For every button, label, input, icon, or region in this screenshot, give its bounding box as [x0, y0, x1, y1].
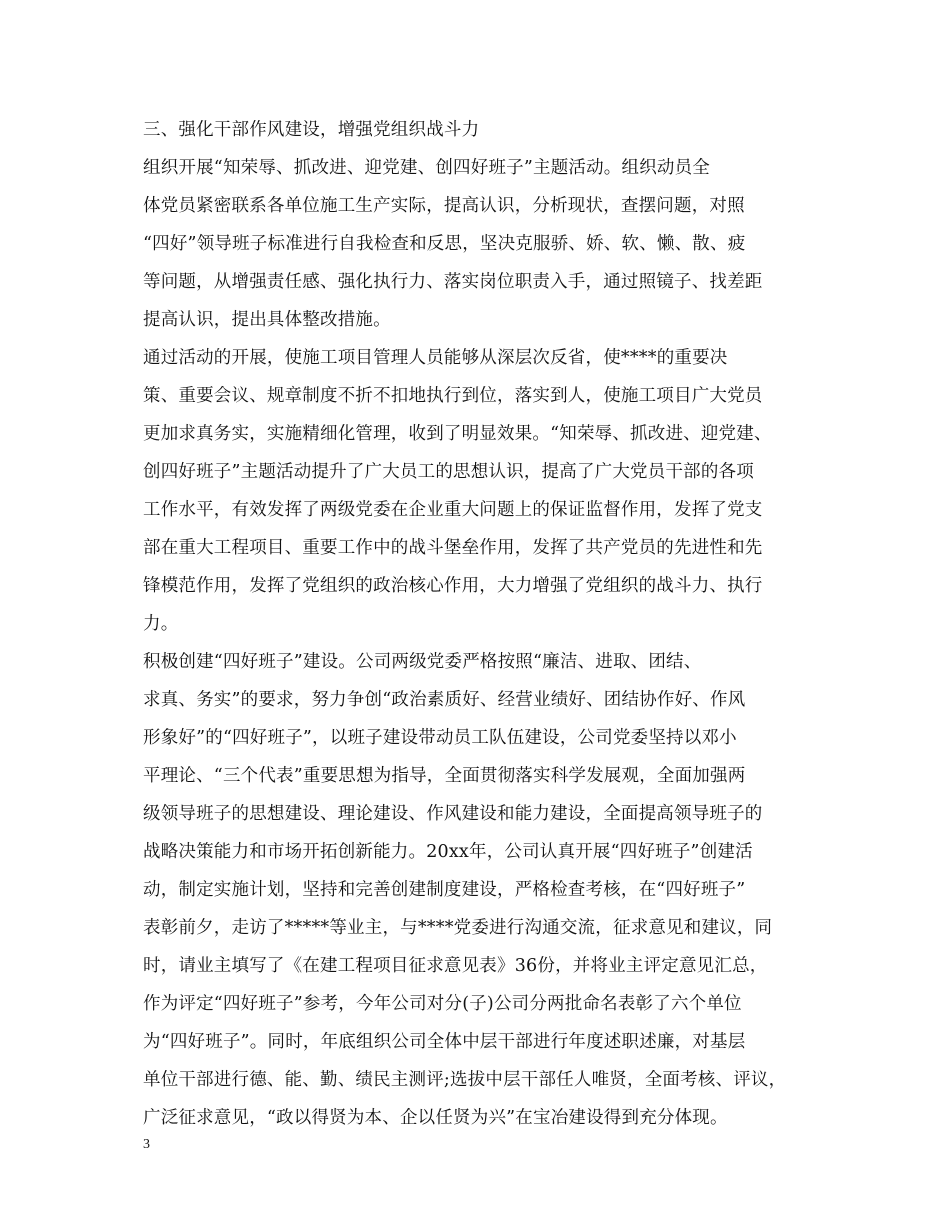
- body-text-line: 为“四好班子”。同时，年底组织公司全体中层干部进行年度述职述廉，对基层: [143, 1032, 746, 1052]
- body-text-line: 求真、务实”的要求，努力争创“政治素质好、经营业绩好、团结协作好、作风: [143, 690, 746, 710]
- body-text-line: 体党员紧密联系各单位施工生产实际，提高认识，分析现状，查摆问题，对照: [143, 196, 745, 216]
- body-text-line: 平理论、“三个代表”重要思想为指导，全面贯彻落实科学发展观，全面加强两: [143, 766, 746, 786]
- body-text-line: 单位干部进行德、能、勤、绩民主测评;选拔中层干部任人唯贤，全面考核、评议，: [143, 1070, 787, 1090]
- body-text-line: 锋模范作用，发挥了党组织的政治核心作用，大力增强了党组织的战斗力、执行: [143, 576, 763, 596]
- body-text-line: 力。: [143, 614, 179, 634]
- body-text-line: 提高认识，提出具体整改措施。: [143, 310, 391, 330]
- body-text-line: 工作水平，有效发挥了两级党委在企业重大问题上的保证监督作用，发挥了党支: [143, 500, 763, 520]
- body-text-line: 作为评定“四好班子”参考，今年公司对分(子)公司分两批命名表彰了六个单位: [143, 994, 742, 1014]
- body-text-line: 创四好班子”主题活动提升了广大员工的思想认识，提高了广大党员干部的各项: [143, 462, 754, 482]
- body-text-line: 动，制定实施计划，坚持和完善创建制度建设，严格检查考核，在“四好班子”: [143, 880, 746, 900]
- body-text-line: 积极创建“四好班子”建设。公司两级党委严格按照“廉洁、进取、团结、: [143, 652, 702, 672]
- body-text-line: 等问题，从增强责任感、强化执行力、落实岗位职责入手，通过照镜子、找差距: [143, 272, 763, 292]
- body-text-line: 级领导班子的思想建设、理论建设、作风建设和能力建设，全面提高领导班子的: [143, 804, 763, 824]
- body-text-line: 策、重要会议、规章制度不折不扣地执行到位，落实到人，使施工项目广大党员: [143, 386, 763, 406]
- body-text-line: 表彰前夕，走访了*****等业主，与****党委进行沟通交流，征求意见和建议，同: [143, 918, 773, 938]
- body-text-line: 战略决策能力和市场开拓创新能力。20xx年，公司认真开展“四好班子”创建活: [143, 842, 753, 862]
- body-text-line: “四好”领导班子标准进行自我检查和反思，坚决克服骄、娇、软、懒、散、疲: [143, 234, 746, 254]
- body-text-line: 广泛征求意见，“政以得贤为本、企以任贤为兴”在宝冶建设得到充分体现。: [143, 1108, 728, 1128]
- body-text-line: 时，请业主填写了《在建工程项目征求意见表》36份，并将业主评定意见汇总，: [143, 956, 768, 976]
- section-heading: 三、强化干部作风建设，增强党组织战斗力: [143, 120, 480, 140]
- body-text-line: 通过活动的开展，使施工项目管理人员能够从深层次反省，使****的重要决: [143, 348, 728, 368]
- body-text-line: 形象好”的“四好班子”，以班子建设带动员工队伍建设，公司党委坚持以邓小: [143, 728, 737, 748]
- page-number: 3: [143, 1137, 150, 1152]
- body-text-line: 部在重大工程项目、重要工作中的战斗堡垒作用，发挥了共产党员的先进性和先: [143, 538, 763, 558]
- body-text-line: 更加求真务实，实施精细化管理，收到了明显效果。“知荣辱、抓改进、迎党建、: [143, 424, 772, 444]
- body-text-line: 组织开展“知荣辱、抓改进、迎党建、创四好班子”主题活动。组织动员全: [143, 158, 710, 178]
